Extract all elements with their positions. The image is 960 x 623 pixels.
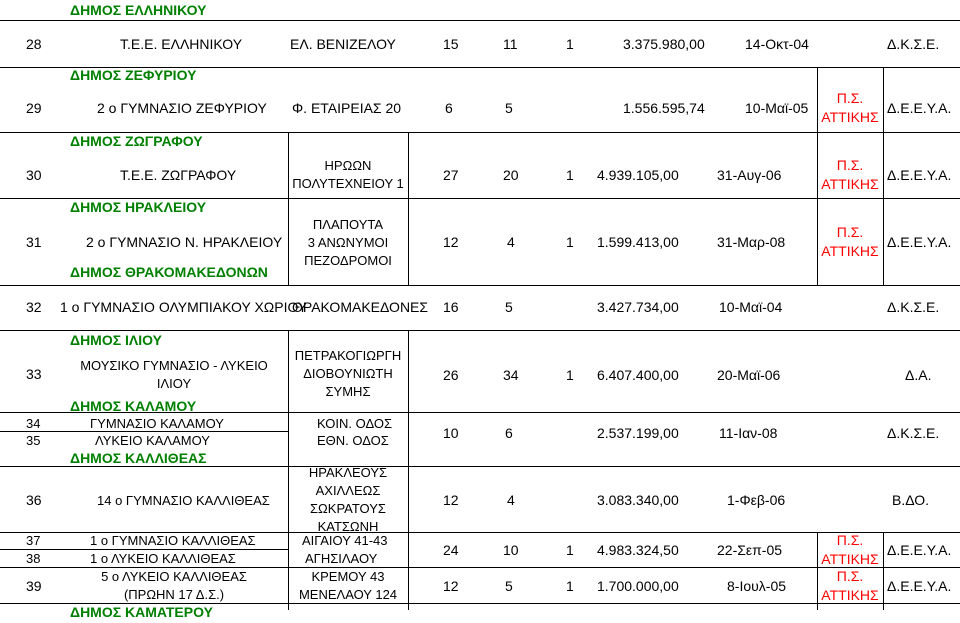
address <box>289 464 407 536</box>
agency: Δ.Ε.Ε.Υ.Α. <box>887 234 952 250</box>
row-number: 34 <box>26 416 41 431</box>
date: 1-Φεβ-06 <box>727 492 786 508</box>
row-number: 32 <box>26 299 42 315</box>
count-1: 24 <box>443 542 459 558</box>
address-line: ΑΧΙΛΛΕΩΣ <box>315 483 381 498</box>
row-number: 29 <box>26 100 42 116</box>
address-line: ΠΕΤΡΑΚΟΓΙΩΡΓΗ <box>294 348 402 363</box>
count-3: 1 <box>566 36 574 52</box>
column-divider <box>883 67 884 285</box>
municipality-header: ΔΗΜΟΣ ΖΩΓΡΑΦΟΥ <box>70 133 203 149</box>
row-number: 36 <box>26 492 42 508</box>
count-1: 10 <box>443 425 459 441</box>
column-divider <box>883 532 884 610</box>
count-1: 16 <box>443 299 459 315</box>
count-2: 34 <box>503 367 519 383</box>
school-name: Τ.Ε.Ε. ΖΩΓΡΑΦΟΥ <box>120 167 237 183</box>
municipality-header: ΔΗΜΟΣ ΙΛΙΟΥ <box>70 332 162 348</box>
address-line: ΜΕΝΕΛΑΟΥ 124 <box>298 587 398 602</box>
count-2: 4 <box>507 234 515 250</box>
count-1: 12 <box>443 578 459 594</box>
municipality-header: ΔΗΜΟΣ ΚΑΜΑΤΕΡΟΥ <box>70 604 213 620</box>
address-line: ΗΡΩΩΝ <box>324 158 372 173</box>
municipality-header: ΔΗΜΟΣ ΚΑΛΛΙΘΕΑΣ <box>70 450 207 466</box>
municipality-header: ΔΗΜΟΣ ΗΡΑΚΛΕΙΟΥ <box>70 199 207 215</box>
amount: 3.427.734,00 <box>597 299 679 315</box>
address <box>289 568 407 604</box>
amount: 4.983.324,50 <box>597 542 679 558</box>
region-label: Π.Σ. ΑΤΤΙΚΗΣ <box>821 224 879 259</box>
school-name: ΓΥΜΝΑΣΙΟ ΚΑΛΑΜΟΥ <box>90 416 224 431</box>
amount: 3.375.980,00 <box>623 36 705 52</box>
column-divider <box>408 330 409 610</box>
school-line: (ΠΡΩΗΝ 17 Δ.Σ.) <box>123 587 225 602</box>
count-3: 1 <box>566 542 574 558</box>
row-divider <box>0 285 960 286</box>
row-number: 37 <box>26 533 41 548</box>
school-name: Τ.Ε.Ε. ΕΛΛΗΝΙΚΟΥ <box>120 36 243 52</box>
row-number: 33 <box>26 366 42 382</box>
agency: Δ.Α. <box>905 367 932 383</box>
address-line: ΠΕΖΟΔΡΟΜΟΙ <box>304 253 392 268</box>
agency: Δ.Ε.Ε.Υ.Α. <box>887 100 952 116</box>
count-2: 11 <box>503 36 518 52</box>
address-line: ΗΡΑΚΛΕΟΥΣ <box>308 465 388 480</box>
date: 31-Αυγ-06 <box>717 167 782 183</box>
address: ΑΓΗΣΙΛΑΟΥ <box>305 551 378 566</box>
count-3: 1 <box>566 234 574 250</box>
count-1: 6 <box>445 100 453 116</box>
date: 10-Μαϊ-04 <box>719 299 783 315</box>
date: 22-Σεπ-05 <box>717 542 783 558</box>
address-line: ΚΑΤΣΩΝΗ <box>317 519 379 534</box>
municipality-header: ΔΗΜΟΣ ΚΑΛΑΜΟΥ <box>70 398 197 414</box>
school-name: 1 ο ΓΥΜΝΑΣΙΟ ΟΛΥΜΠΙΑΚΟΥ ΧΩΡΙΟΥ <box>60 299 308 315</box>
subrow-divider <box>0 431 288 432</box>
region-label: Π.Σ. ΑΤΤΙΚΗΣ <box>821 90 879 125</box>
region-label: Π.Σ. ΑΤΤΙΚΗΣ <box>821 157 879 192</box>
subrow-divider <box>0 549 288 550</box>
school-name: 2 ο ΓΥΜΝΑΣΙΟ Ν. ΗΡΑΚΛΕΙΟΥ <box>86 234 283 250</box>
count-2: 5 <box>505 299 513 315</box>
amount: 3.083.340,00 <box>597 492 679 508</box>
school-line: 5 ο ΛΥΚΕΙΟ ΚΑΛΛΙΘΕΑΣ <box>101 569 247 584</box>
amount: 4.939.105,00 <box>597 167 679 183</box>
agency: Δ.Κ.Σ.Ε. <box>887 299 940 315</box>
count-2: 5 <box>505 578 513 594</box>
address-line: ΔΙΟΒΟΥΝΙΩΤΗ <box>303 366 393 381</box>
school-name <box>60 357 288 393</box>
count-3: 1 <box>566 167 574 183</box>
school-name: ΛΥΚΕΙΟ ΚΑΛΑΜΟΥ <box>95 433 210 448</box>
address <box>289 347 407 401</box>
count-2: 20 <box>503 167 519 183</box>
address: ΘΡΑΚΟΜΑΚΕΔΟΝΕΣ <box>292 299 429 315</box>
date: 14-Οκτ-04 <box>745 36 809 52</box>
school-name: 14 ο ΓΥΜΝΑΣΙΟ ΚΑΛΛΙΘΕΑΣ <box>97 493 270 508</box>
school-line: ΜΟΥΣΙΚΟ ΓΥΜΝΑΣΙΟ - ΛΥΚΕΙΟ <box>80 358 268 373</box>
row-number: 28 <box>26 36 42 52</box>
municipality-header: ΔΗΜΟΣ ΕΛΛΗΝΙΚΟΥ <box>70 2 207 18</box>
row-divider <box>0 20 960 21</box>
agency: Δ.Ε.Ε.Υ.Α. <box>887 542 952 558</box>
address: ΚΟΙΝ. ΟΔΟΣ <box>317 416 393 431</box>
agency: Β.ΔΟ. <box>892 492 930 508</box>
agency: Δ.Ε.Ε.Υ.Α. <box>887 578 952 594</box>
amount: 2.537.199,00 <box>597 425 679 441</box>
row-number: 31 <box>26 234 42 250</box>
row-number: 35 <box>26 433 41 448</box>
address: Φ. ΕΤΑΙΡΕΙΑΣ 20 <box>292 100 402 116</box>
address-line: ΣΩΚΡΑΤΟΥΣ <box>310 501 386 516</box>
count-3: 1 <box>566 578 574 594</box>
amount: 1.556.595,74 <box>623 100 705 116</box>
address-line: 3 ΑΝΩΝΥΜΟΙ <box>307 235 389 250</box>
row-divider <box>0 466 960 467</box>
address <box>289 157 407 193</box>
address: ΕΘΝ. ΟΔΟΣ <box>317 433 389 448</box>
row-number: 38 <box>26 551 41 566</box>
agency: Δ.Ε.Ε.Υ.Α. <box>887 167 952 183</box>
row-divider <box>0 330 960 331</box>
address-line: ΠΟΛΥΤΕΧΝΕΙΟΥ 1 <box>292 176 404 191</box>
school-name <box>60 568 288 604</box>
row-number: 30 <box>26 167 42 183</box>
region-label: Π.Σ. ΑΤΤΙΚΗΣ <box>821 532 879 567</box>
school-line: ΙΛΙΟΥ <box>156 376 192 391</box>
agency: Δ.Κ.Σ.Ε. <box>887 425 940 441</box>
count-1: 12 <box>443 492 459 508</box>
region-label: Π.Σ. ΑΤΤΙΚΗΣ <box>821 568 879 603</box>
school-name: 1 ο ΛΥΚΕΙΟ ΚΑΛΛΙΘΕΑΣ <box>90 551 236 566</box>
municipality-header: ΔΗΜΟΣ ΘΡΑΚΟΜΑΚΕΔΟΝΩΝ <box>70 264 268 280</box>
amount: 1.599.413,00 <box>597 234 679 250</box>
count-1: 27 <box>443 167 459 183</box>
count-2: 4 <box>507 492 515 508</box>
address: ΕΛ. ΒΕΝΙΖΕΛΟΥ <box>290 36 396 52</box>
school-name: 1 ο ΓΥΜΝΑΣΙΟ ΚΑΛΛΙΘΕΑΣ <box>90 533 256 548</box>
address <box>289 216 407 270</box>
address-line: ΠΛΑΠΟΥΤΑ <box>312 217 384 232</box>
date: 31-Μαρ-08 <box>717 234 786 250</box>
count-2: 5 <box>505 100 513 116</box>
address: ΑΙΓΑΙΟΥ 41-43 <box>302 533 388 548</box>
amount: 1.700.000,00 <box>597 578 679 594</box>
date: 10-Μαϊ-05 <box>745 100 809 116</box>
amount: 6.407.400,00 <box>597 367 679 383</box>
row-number: 39 <box>26 578 42 594</box>
column-divider <box>408 132 409 285</box>
agency: Δ.Κ.Σ.Ε. <box>887 36 940 52</box>
date: 11-Ιαν-08 <box>719 425 778 441</box>
date: 20-Μαϊ-06 <box>717 367 781 383</box>
count-3: 1 <box>566 367 574 383</box>
date: 8-Ιουλ-05 <box>727 578 787 594</box>
count-1: 12 <box>443 234 459 250</box>
count-1: 15 <box>443 36 459 52</box>
address-line: ΣΥΜΗΣ <box>325 384 371 399</box>
school-name: 2 ο ΓΥΜΝΑΣΙΟ ΖΕΦΥΡΙΟΥ <box>97 100 267 116</box>
count-2: 6 <box>505 425 513 441</box>
municipality-header: ΔΗΜΟΣ ΖΕΦΥΡΙΟΥ <box>70 67 197 83</box>
address-line: ΚΡΕΜΟΥ 43 <box>311 569 385 584</box>
count-2: 10 <box>503 542 519 558</box>
count-1: 26 <box>443 367 459 383</box>
